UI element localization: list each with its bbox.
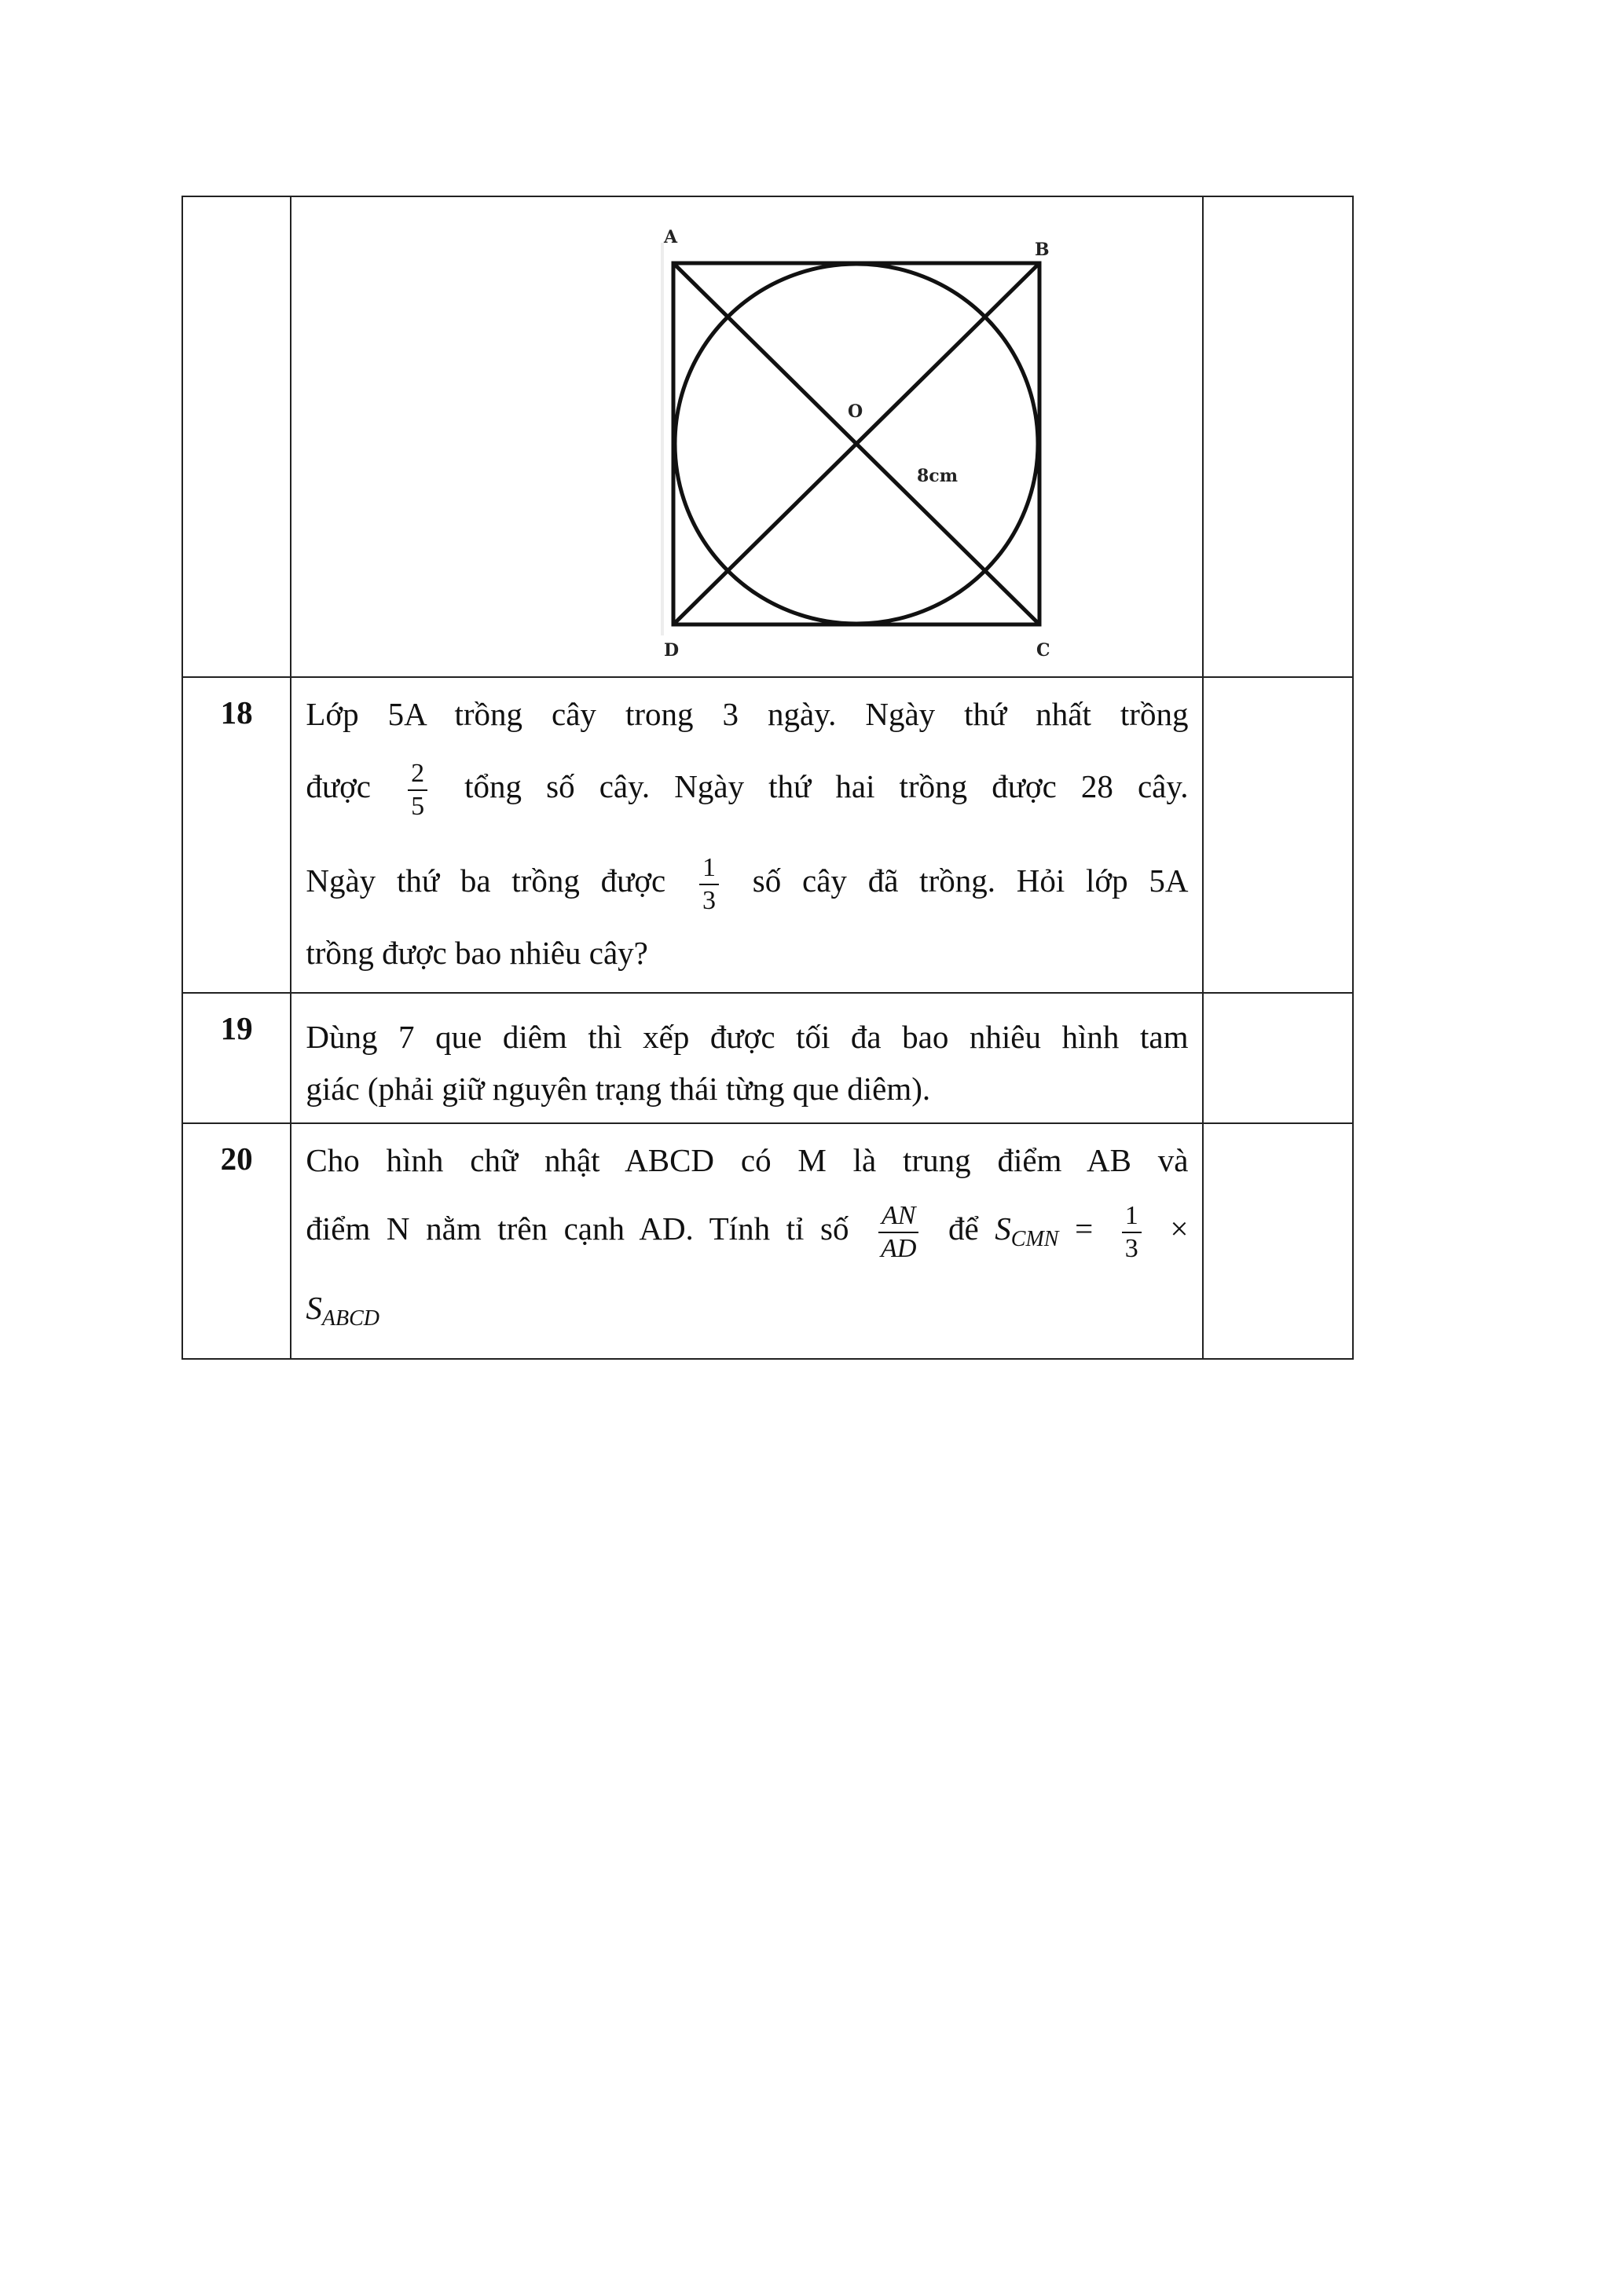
q20-text: để xyxy=(948,1210,979,1247)
area-cmn: $S_{CMN}$ xyxy=(995,1210,1059,1251)
score-cell xyxy=(1203,1123,1353,1359)
q18-line2 xyxy=(306,739,1188,833)
question-row xyxy=(182,1123,1353,1359)
fraction-numerator: 1 xyxy=(699,852,719,885)
fraction-denominator: 3 xyxy=(1124,1233,1138,1263)
q20-line3 xyxy=(306,1283,1188,1344)
label-c: C xyxy=(1036,640,1050,661)
square-circle-figure xyxy=(661,211,1069,667)
label-a: A xyxy=(664,227,678,247)
question-content xyxy=(291,1123,1203,1359)
q20-text: điểm N nằm trên cạnh AD. Tính tỉ số xyxy=(306,1210,849,1247)
q18-line1: Lớp 5A trồng cây trong 3 ngày. Ngày thứ nhất trồng xyxy=(306,696,1189,732)
fraction-denominator: 3 xyxy=(702,885,717,915)
label-b: B xyxy=(1035,240,1050,260)
question-number: 18 xyxy=(182,677,291,993)
q20-line1: Cho hình chữ nhật ABCD có M là trung điểm AB và xyxy=(306,1142,1189,1178)
figure-cell xyxy=(291,196,1203,677)
fraction-numerator: 2 xyxy=(408,758,427,791)
label-o: O xyxy=(848,401,863,422)
times-sign: × xyxy=(1170,1210,1189,1247)
q18-line4: trồng được bao nhiêu cây? xyxy=(306,935,648,971)
q18-text: số cây đã trồng. Hỏi lớp 5A xyxy=(752,862,1189,899)
figure-row xyxy=(182,196,1353,677)
label-length: 8cm xyxy=(917,466,959,486)
fraction-numerator: AN xyxy=(878,1200,918,1233)
fraction-one-third xyxy=(1122,1200,1142,1265)
q19-line2: giác (phải giữ nguyên trạng thái từng que diêm). xyxy=(306,1071,931,1107)
q19-line1: Dùng 7 que diêm thì xếp được tối đa bao nhiêu hình tam xyxy=(306,1019,1189,1055)
fraction-numerator: 1 xyxy=(1122,1200,1142,1233)
label-d: D xyxy=(664,640,680,661)
figure-number-cell xyxy=(182,196,291,677)
fraction-an-ad xyxy=(878,1200,919,1265)
question-content xyxy=(291,677,1203,993)
area-abcd: $S_{ABCD}$ xyxy=(306,1290,379,1331)
question-number: 19 xyxy=(182,993,291,1123)
fraction-denominator: AD xyxy=(881,1233,917,1263)
question-table xyxy=(181,196,1354,1360)
q18-text: tổng số cây. Ngày thứ hai trồng được 28 cây. xyxy=(464,768,1189,804)
question-row xyxy=(182,993,1353,1123)
question-number: 20 xyxy=(182,1123,291,1359)
fraction-denominator: 5 xyxy=(411,791,425,821)
q18-line3 xyxy=(306,833,1188,928)
q18-text: Ngày thứ ba trồng được xyxy=(306,862,666,899)
fraction-two-fifths xyxy=(408,758,427,822)
q18-text: được xyxy=(306,768,371,804)
question-content xyxy=(291,993,1203,1123)
score-cell xyxy=(1203,677,1353,993)
fraction-one-third xyxy=(699,852,719,917)
question-row xyxy=(182,677,1353,993)
score-cell xyxy=(1203,993,1353,1123)
figure-score-cell xyxy=(1203,196,1353,677)
q20-line2 xyxy=(306,1185,1188,1283)
equals-sign: = xyxy=(1075,1210,1094,1247)
